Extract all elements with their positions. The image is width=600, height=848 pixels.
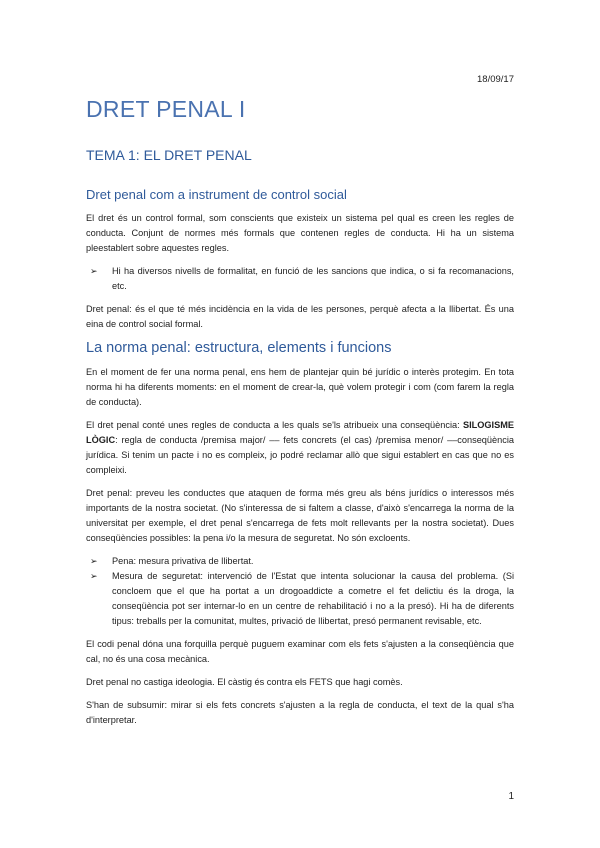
- paragraph: Dret penal: és el que té més incidència en la vida de les persones, perquè afecta a la llibertat. És una eina de control social formal.: [86, 304, 514, 329]
- bullet-item: [86, 554, 514, 569]
- bullet-text: Hi ha diversos nivells de formalitat, en funció de les sancions que indica, o si fa recomanacions, etc.: [112, 266, 514, 291]
- arrow-bullet-icon: ➢: [90, 266, 98, 276]
- bullet-item: [86, 264, 514, 294]
- paragraph: S'han de subsumir: mirar si els fets concrets s'ajusten a la regla de conducta, el text de la qual s'ha d'interpretar.: [86, 700, 514, 725]
- paragraph-text: El dret penal conté unes regles de conducta a les quals se'ls atribueix una conseqüència:: [86, 420, 463, 430]
- paragraph: El dret és un control formal, som conscients que existeix un sistema pel qual es creen les regles de conducta. Conjunt de normes més formals que contenen regles de conducta. Hi ha un sistema pleestablert sobre aquestes regles.: [86, 213, 514, 253]
- arrow-bullet-icon: ➢: [90, 571, 98, 581]
- document-body: [86, 96, 514, 736]
- paragraph: En el moment de fer una norma penal, ens hem de plantejar quin bé jurídic o interès protegim. En tota norma hi ha diferents moments: en el moment de crear-la, què volem protegir i com (com farem la regla de conducta).: [86, 367, 514, 407]
- date: 18/09/17: [477, 74, 514, 85]
- arrow-bullet-icon: ➢: [90, 556, 98, 566]
- bullet-text: Mesura de seguretat: intervenció de l'Estat que intenta solucionar la causa del problema. (Si concloem que el que ha portat a un drogoaddicte a cometre el fet delictiu és la droga, la conseqüència pot ser internar-lo en un centre de rehabilitació i no a la presó). Hi ha de diferents tipus: treballs per la comunitat, multes, privació de llibertat, presó permanent revisable, etc.: [112, 571, 514, 626]
- paragraph-text: : regla de conducta /premisa major/ –– fets concrets (el cas) /premisa menor/ ––conseqüència jurídica. Si tenim un pacte i no es compleix, jo podré reclamar allò que sigui establert en cas que no es compleixi.: [86, 435, 514, 475]
- bullet-item: [86, 569, 514, 629]
- document-title: DRET PENAL I: [86, 96, 246, 122]
- paragraph: [86, 418, 514, 478]
- page-number: 1: [508, 791, 514, 802]
- paragraph: Dret penal: preveu les conductes que ataquen de forma més greu als béns jurídics o interessos més importants de la nostra societat. (No s'interessa de si faltem a classe, d'això s'encarrega la norma de la universitat per exemple, el dret penal s'encarrega de fets molt rellevants per la nostra societat). Dues conseqüències possibles: la pena i/o la mesura de seguretat. No són excloents.: [86, 488, 514, 543]
- section-heading-control-social: Dret penal com a instrument de control social: [86, 187, 347, 202]
- bullet-text: Pena: mesura privativa de llibertat.: [112, 556, 254, 566]
- paragraph: El codi penal dóna una forquilla perquè puguem examinar com els fets s'ajusten a la conseqüència que cal, no és una cosa mecànica.: [86, 639, 514, 664]
- section-heading-norma-penal: La norma penal: estructura, elements i funcions: [86, 340, 392, 356]
- paragraph: Dret penal no castiga ideologia. El càstig és contra els FETS que hagi comès.: [86, 677, 403, 687]
- topic-heading: TEMA 1: EL DRET PENAL: [86, 147, 252, 163]
- bold-term: SILOGISME LÒGIC: [86, 420, 514, 445]
